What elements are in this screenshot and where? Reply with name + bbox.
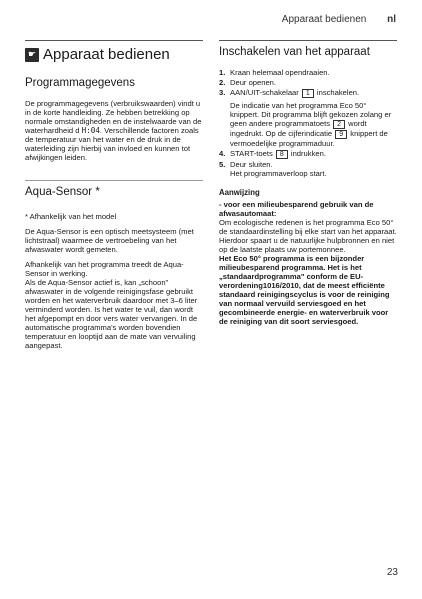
steps-list (219, 68, 397, 178)
key-badge: 2 (333, 120, 345, 129)
step-text-a: AAN/UIT-schakelaar (230, 88, 301, 97)
note-title: Aanwijzing (219, 188, 260, 197)
step-text-b: inschakelen. (314, 88, 360, 97)
step-description (230, 101, 397, 148)
step-text (230, 160, 327, 178)
step-text-a: START-toets (230, 149, 275, 158)
step-number: 1. (219, 68, 226, 77)
programma-text-b: d (75, 126, 80, 135)
divider (25, 180, 203, 181)
aqua-heading: Aqua-Sensor * (25, 186, 100, 198)
aqua-note: * Afhankelijk van het model (25, 212, 117, 221)
note-bold-2: Het Eco 50° programma is een bijzonder milieubesparend programma. Het is het „standaardprogramma" conform de EU-verordening1016/2010, dat de meest efficiënte standaard reinigingscyclus is voor de reiniging van normaal vervuild serviesgoed en het gecombineerde energie- en waterverbruik voor de reiniging van dit soort serviesgoed. (219, 254, 390, 326)
step-description: Het programmaverloop start. (230, 169, 327, 178)
desc-b: wordt ingedrukt. Op de cijferindicatie (230, 119, 367, 138)
step-number: 2. (219, 78, 226, 87)
step-text (230, 149, 326, 159)
page-header (282, 14, 396, 25)
divider (25, 40, 203, 41)
list-item (219, 149, 397, 159)
step-text: Deur openen. (230, 78, 277, 87)
note-bold-1: - voor een milieubesparend gebruik van de afwasautomaat: (219, 200, 374, 218)
page-number: 23 (386, 567, 398, 578)
header-section: Apparaat bedienen (281, 14, 367, 25)
page-title-text: Apparaat bedienen (43, 46, 170, 63)
desc-a: De indicatie van het programma Eco 50° knippert. Dit programma blijft gekozen zolang er geen andere programmatoets (230, 101, 392, 128)
programma-text-c: . Verschillende factoren zoals de temperatuur van het water en de druk in de waterleiding zijn hierbij van invloed en kunnen tot afwijkingen leiden. (25, 126, 199, 162)
programma-heading: Programmagegevens (25, 77, 135, 89)
list-item (219, 68, 397, 77)
inschakelen-heading: Inschakelen van het apparaat (219, 46, 370, 58)
step-number: 4. (219, 149, 226, 158)
step-text (230, 88, 397, 148)
aqua-paragraph-2: Afhankelijk van het programma treedt de Aqua-Sensor in werking. (25, 260, 184, 278)
step-text: Kraan helemaal opendraaien. (230, 68, 330, 77)
desc-c: knippert de vermoedelijke programmaduur. (230, 129, 388, 148)
step-text-b: indrukken. (288, 149, 326, 158)
key-badge: 1 (302, 89, 314, 98)
hand-icon: ☛ (25, 48, 39, 62)
note-paragraph: Om ecologische redenen is het programma Eco 50° de standaardinstelling bij elke start van het apparaat. Hierdoor spaart u de natuurlijke hulpbronnen en niet op de laatste plaats uw portemonnee. (219, 218, 397, 254)
hardness-code: H:04 (81, 126, 100, 135)
key-badge: 8 (276, 150, 288, 159)
list-item (219, 160, 397, 178)
step-text-a: Deur sluiten. (230, 160, 273, 169)
left-column (25, 40, 203, 356)
list-item (219, 78, 397, 87)
list-item (219, 88, 397, 148)
step-number: 5. (219, 160, 226, 169)
aqua-paragraph-1: De Aqua-Sensor is een optisch meetsysteem (met lichtstraal) waarmee de vertroebeling van het afwaswater wordt gemeten. (25, 227, 194, 254)
page-title (25, 46, 203, 63)
programma-text-a: De programmagegevens (verbruikswaarden) vindt u in de korte handleiding. Ze hebben betrekking op normale omstandigheden en de instelwaarde van de waterhardheid (25, 99, 202, 135)
programma-paragraph (25, 99, 203, 162)
aqua-paragraph-3: Als de Aqua-Sensor actief is, kan „schoon" afwaswater in de volgende reinigingsfase gebruikt worden en het waterverbruik daardoor met 3–6 liter verminderd worden. Is het water te vuil, dan wordt het afgepompt en door vers water vervangen. In de automatische programma's worden bovendien temperatuur en looptijd aan de mate van vervuiling aangepast. (25, 278, 198, 350)
right-column (219, 40, 397, 332)
key-badge: 9 (335, 130, 347, 139)
header-language: nl (387, 14, 396, 25)
step-number: 3. (219, 88, 226, 97)
divider (219, 40, 397, 41)
